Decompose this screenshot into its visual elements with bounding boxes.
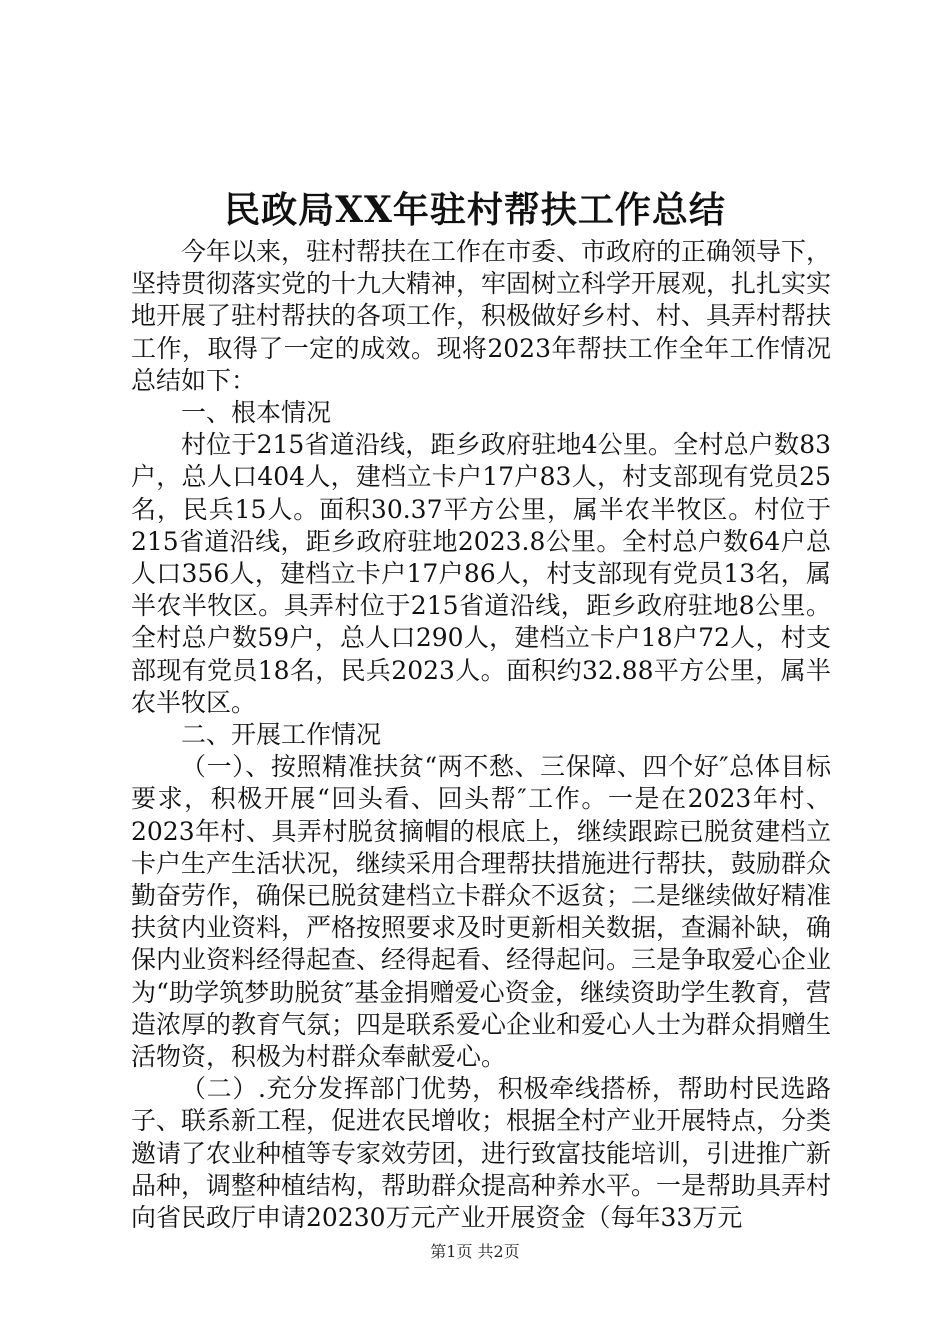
- page-indicator: 第1页 共2页: [430, 1242, 520, 1261]
- document-body: [131, 236, 831, 1234]
- intro-paragraph: 今年以来，驻村帮扶在工作在市委、市政府的正确领导下，坚持贯彻落实党的十九大精神，牢固树立科学开展观，扎扎实实地开展了驻村帮扶的各项工作，积极做好乡村、村、具弄村帮扶工作，取得了一定的成效。现将2023年帮扶工作全年工作情况总结如下：: [131, 237, 832, 395]
- work-item-2-paragraph: （二）.充分发挥部门优势，积极牵线搭桥，帮助村民选路子、联系新工程，促进农民增收；根据全村产业开展特点，分类邀请了农业种植等专家效劳团，进行致富技能培训，引进推广新品种，调整种植结构，帮助群众提高种养水平。一是帮助具弄村向省民政厅申请20230万元产业开展资金（每年33万元: [131, 1074, 832, 1233]
- work-item-1-paragraph: （一）、按照精准扶贫“两不愁、三保障、四个好″总体目标要求，积极开展“回头看、回头帮″工作。一是在2023年村、2023年村、具弄村脱贫摘帽的根底上，继续跟踪已脱贫建档立卡户生产生活状况，继续采用合理帮扶措施进行帮扶，鼓励群众勤奋劳作，确保已脱贫建档立卡群众不返贫；二是继续做好精准扶贫内业资料，严格按照要求及时更新相关数据，查漏补缺，确保内业资料经得起查、经得起看、经得起问。三是争取爱心企业为“助学筑梦助脱贫″基金捐赠爱心资金，继续资助学生教育，营造浓厚的教育气氛；四是联系爱心企业和爱心人士为群众捐赠生活物资，积极为村群众奉献爱心。: [131, 752, 832, 1072]
- basic-situation-paragraph: 村位于215省道沿线，距乡政府驻地4公里。全村总户数83户，总人口404人，建档立卡户17户83人，村支部现有党员25名，民兵15人。面积30.37平方公里，属半农半牧区。村位于215省道沿线，距乡政府驻地2023.8公里。全村总户数64户总人口356人，建档立卡户17户86人，村支部现有党员13名，属半农半牧区。具弄村位于215省道沿线，距乡政府驻地8公里。全村总户数59户，总人口290人，建档立卡户18户72人，村支部现有党员18名，民兵2023人。面积约32.88平方公里，属半农半牧区。: [131, 430, 831, 717]
- section-heading-work-progress: 二、开展工作情况: [181, 720, 382, 750]
- document-title: 民政局XX年驻村帮扶工作总结: [224, 189, 726, 231]
- section-heading-basic-situation: 一、根本情况: [181, 398, 332, 428]
